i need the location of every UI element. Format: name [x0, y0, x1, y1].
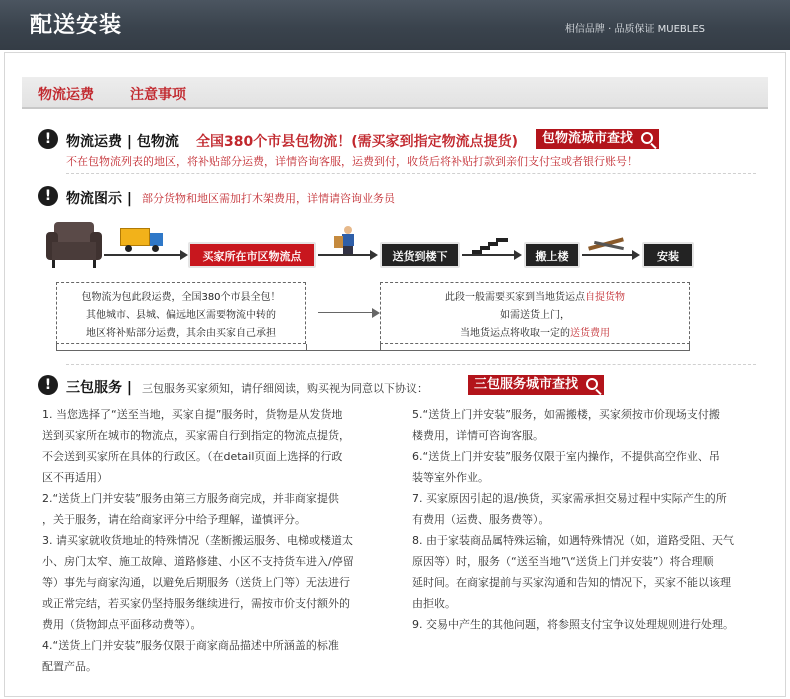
self-pickup-segment-box: [380, 282, 690, 344]
flow-arrow: [318, 254, 370, 256]
guarantee-city-search-label: 三包服务城市查找: [474, 377, 579, 392]
divider: [66, 364, 756, 365]
flow-arrow: [582, 254, 632, 256]
three-guarantees-title: 三包服务 |: [66, 380, 132, 396]
section-banner: [22, 77, 768, 109]
range-tick: [380, 344, 381, 351]
arrow-right-icon: [370, 250, 378, 260]
term-item: 6.“送货上门并安装”服务仅限于室内操作，不提供高空作业、吊 装等室外作业。: [412, 450, 720, 484]
terms-left-column: [42, 404, 392, 677]
search-icon: [641, 132, 653, 144]
arrow-right-icon: [514, 250, 522, 260]
covered-segment-box: [56, 282, 306, 344]
step-carry-upstairs: 搬上楼: [524, 242, 580, 268]
shipping-subsidy-note: 不在包物流列表的地区，将补贴部分运费，详情咨询客服，运费到付，收货后将补贴打款到亲们支付宝或者银行账号！: [66, 155, 638, 168]
flow-arrow: [104, 254, 180, 256]
sofa-icon: [46, 222, 102, 270]
arrow-right-icon: [632, 250, 640, 260]
logistics-city-search-button[interactable]: [536, 129, 659, 149]
term-item: 1. 当您选择了“送至当地，买家自提”服务时，货物是从发货地 送到买家所在城市的物流点，买家需自行到指定的物流点提货， 不会送到买家所在具体的行政区。（在detail页面上选择的行政 区不再适用）: [42, 408, 350, 484]
warning-icon: !: [38, 186, 58, 206]
warning-icon: !: [38, 375, 58, 395]
range-tick: [689, 344, 690, 351]
header-tagline: 相信品牌 · 品质保证 MUEBLES: [564, 24, 705, 35]
terms-right-column: [412, 404, 772, 635]
range-tick: [56, 344, 57, 351]
step-local-logistics-point: 买家所在市区物流点: [188, 242, 316, 268]
wooden-frame-note: 部分货物和地区需加打木架费用，详情请咨询业务员: [142, 192, 395, 205]
shipping-highlight: 全国380个市县包物流！(需买家到指定物流点提货): [196, 134, 519, 150]
range-tick: [306, 344, 307, 351]
covered-line-1: 包物流为包此段运费，全国380个市县全包！: [81, 292, 281, 303]
delivery-worker-icon: [334, 226, 360, 256]
logistics-city-search-label: 包物流城市查找: [542, 131, 634, 146]
shipping-fee-title: 物流运费 | 包物流: [66, 134, 179, 150]
covered-line-2: 其他城市、县城、偏远地区需要物流中转的: [86, 310, 276, 321]
term-item: 2.“送货上门并安装”服务由第三方服务商完成，并非商家提供 ，关于服务，请在给商家评分中给予理解，谨慎评分。: [42, 492, 339, 526]
arrow-right-icon: [372, 308, 380, 318]
pickup-line-1: 此段一般需要买家到当地货运点自提货物: [445, 292, 625, 303]
stairs-icon: [472, 236, 510, 254]
logistics-diagram-title: 物流图示 |: [66, 191, 132, 207]
pickup-line-3: 当地货运点将收取一定的送货费用: [460, 328, 610, 339]
tools-icon: [588, 236, 628, 254]
pickup-line-2: 如需送货上门，: [500, 310, 570, 321]
three-guarantees-note: 三包服务买家须知，请仔细阅读，购买视为同意以下协议：: [142, 382, 428, 395]
term-item: 5.“送货上门并安装”服务，如需搬楼，买家须按市价现场支付搬 楼费用，详情可咨询客服。: [412, 408, 720, 442]
guarantee-city-search-button[interactable]: [468, 375, 604, 395]
page-header: [0, 0, 790, 50]
term-item: 7. 买家原因引起的退/换货，买家需承担交易过程中实际产生的所 有费用（运费、服务费等）。: [412, 492, 727, 526]
term-item: 9. 交易中产生的其他问题，将参照支付宝争议处理规则进行处理。: [412, 618, 734, 631]
truck-icon: [120, 228, 164, 252]
search-icon: [586, 378, 598, 390]
range-line: [56, 350, 690, 351]
page-title: 配送安装: [30, 13, 123, 38]
term-item: 3. 请买家就收货地址的特殊情况（垄断搬运服务、电梯或楼道太 小、房门太窄、施工故障、道路修建、小区不支持货车进入/停留 等）事先与商家沟通，以避免后期服务（送货上门等）无法进行 或正常完结，若买家仍坚持服务继续进行，需按市价支付额外的 费用（货物卸点平面移动费等）。: [42, 534, 354, 631]
warning-icon: !: [38, 129, 58, 149]
term-item: 4.“送货上门并安装”服务仅限于商家商品描述中所涵盖的标准 配置产品。: [42, 639, 339, 673]
step-install: 安装: [642, 242, 694, 268]
arrow-right-icon: [180, 250, 188, 260]
flow-arrow: [462, 254, 514, 256]
step-deliver-downstairs: 送货到楼下: [380, 242, 460, 268]
covered-line-3: 地区将补贴部分运费，其余由买家自己承担: [86, 328, 276, 339]
dashed-arrow: [318, 312, 372, 313]
term-item: 8. 由于家装商品属特殊运输，如遇特殊情况（如，道路受阻、天气 原因等）时，服务（“送至当地”\“送货上门并安装”）将合理顺 延时间。在商家提前与买家沟通和告知的情况下，买家不能以该理 由拒收。: [412, 534, 734, 610]
section-title-part1: 物流运费: [38, 87, 94, 103]
divider: [66, 173, 756, 174]
section-title-part2: 注意事项: [130, 87, 186, 103]
